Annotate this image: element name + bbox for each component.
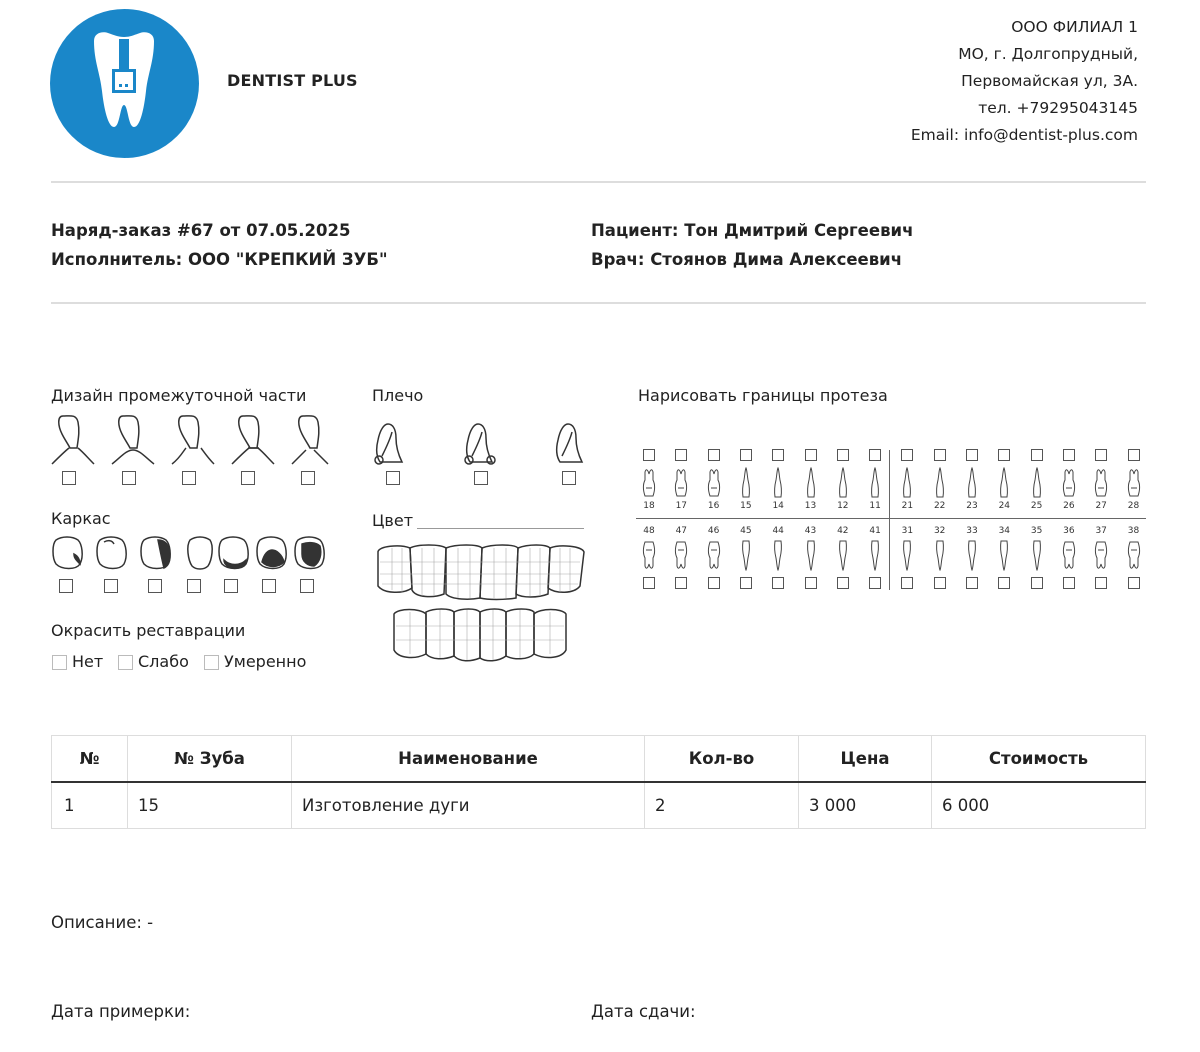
order-info [51,216,388,274]
tooth-logo-icon [50,9,199,158]
tooth-checkbox-11[interactable] [869,449,881,461]
tooth-number: 28 [1127,501,1140,511]
table-header-row [52,736,1146,782]
tooth-icon[interactable] [1094,538,1108,572]
tooth-icon[interactable] [965,538,979,572]
tooth-checkbox-31[interactable] [901,577,913,589]
chart-occlusal-line [636,518,1146,519]
pontic-icon [52,416,94,464]
tooth-number: 35 [1030,526,1043,536]
tooth-number: 17 [675,501,688,511]
cell-number: 1 [52,782,128,829]
col-number: № [52,736,128,782]
tooth-checkbox-13[interactable] [805,449,817,461]
tooth-number: 48 [643,526,655,536]
patient: Пациент: Тон Дмитрий Сергеевич [591,221,914,240]
tooth-icon[interactable] [739,538,753,572]
col-price: Цена [799,736,932,782]
tooth-icon[interactable] [804,466,818,500]
dental-chart [636,446,1146,596]
tooth-checkbox-42[interactable] [837,577,849,589]
logo [50,9,199,158]
tooth-icon[interactable] [933,538,947,572]
tooth-number: 38 [1127,526,1140,536]
tooth-icon[interactable] [900,466,914,500]
cell-cost: 6 000 [932,782,1146,829]
pontic-checkbox[interactable] [62,471,76,485]
cell-price: 3 000 [799,782,932,829]
tooth-icon[interactable] [674,538,688,572]
framework-checkbox[interactable] [262,579,276,593]
chart-midline [889,450,890,590]
tooth-number: 13 [804,501,817,511]
tooth-checkbox-15[interactable] [740,449,752,461]
tooth-number: 36 [1063,526,1075,536]
clinic-line: тел. +79295043145 [978,99,1138,117]
tooth-icon[interactable] [965,466,979,500]
tooth-checkbox-24[interactable] [998,449,1010,461]
tooth-checkbox-17[interactable] [675,449,687,461]
tooth-icon[interactable] [707,466,721,500]
tooth-icon[interactable] [997,466,1011,500]
tooth-icon[interactable] [997,538,1011,572]
table-row [52,782,1146,829]
tooth-checkbox-36[interactable] [1063,577,1075,589]
tooth-checkbox-23[interactable] [966,449,978,461]
tooth-number: 21 [901,501,914,511]
clinic-line: ООО ФИЛИАЛ 1 [1011,18,1138,36]
framework-icon [97,537,126,569]
tooth-icon[interactable] [836,466,850,500]
col-tooth: № Зуба [128,736,292,782]
tooth-checkbox-34[interactable] [998,577,1010,589]
pontic-icon [112,416,154,464]
framework-icon [257,537,286,569]
tooth-number: 34 [998,526,1011,536]
tooth-icon[interactable] [836,538,850,572]
tooth-icon[interactable] [1062,466,1076,500]
pontic-icon [172,416,214,464]
brand-name: DENTIST PLUS [227,71,358,90]
tooth-number: 16 [707,501,720,511]
framework-icons [50,536,330,572]
tooth-number: 45 [740,526,752,536]
fitting-date: Дата примерки: [51,1002,191,1021]
tooth-icon[interactable] [1094,466,1108,500]
color-input-line[interactable] [417,528,584,529]
tooth-checkbox-38[interactable] [1128,577,1140,589]
delivery-date: Дата сдачи: [591,1002,696,1021]
tooth-number: 11 [869,501,881,511]
pontic-icon [292,416,328,464]
tooth-number: 33 [966,526,978,536]
framework-icon [219,537,248,569]
stain-moderate-label: Умеренно [224,652,307,671]
items-table [51,735,1146,829]
tooth-icon[interactable] [1127,466,1141,500]
framework-icon [53,537,82,569]
tooth-icon[interactable] [900,538,914,572]
framework-icon [141,537,170,569]
tooth-number: 26 [1063,501,1075,511]
tooth-icon[interactable] [642,466,656,500]
tooth-checkbox-12[interactable] [837,449,849,461]
tooth-number: 47 [675,526,688,536]
tooth-icon[interactable] [1062,538,1076,572]
framework-checkbox[interactable] [300,579,314,593]
framework-checkbox[interactable] [104,579,118,593]
tooth-checkbox-22[interactable] [934,449,946,461]
cell-name: Изготовление дуги [292,782,645,829]
framework-title: Каркас [51,509,111,528]
col-cost: Стоимость [932,736,1146,782]
tooth-icon[interactable] [739,466,753,500]
tooth-number: 27 [1095,501,1107,511]
shoulder-icon [375,424,402,464]
tooth-checkbox-44[interactable] [772,577,784,589]
shoulder-checkbox[interactable] [562,471,576,485]
shoulder-checkbox[interactable] [386,471,400,485]
tooth-checkbox-45[interactable] [740,577,752,589]
stain-none-checkbox[interactable] [52,655,67,670]
shoulder-checkbox[interactable] [474,471,488,485]
tooth-checkbox-37[interactable] [1095,577,1107,589]
stain-light-label: Слабо [138,652,189,671]
tooth-checkbox-35[interactable] [1031,577,1043,589]
tooth-icon[interactable] [771,466,785,500]
cell-tooth: 15 [128,782,292,829]
pontic-checkbox[interactable] [122,471,136,485]
framework-checkbox[interactable] [187,579,201,593]
stain-light-checkbox[interactable] [118,655,133,670]
tooth-number: 24 [998,501,1011,511]
clinic-line: МО, г. Долгопрудный, [958,45,1138,63]
framework-icon [188,537,212,569]
tooth-number: 15 [740,501,752,511]
tooth-number: 43 [804,526,817,536]
tooth-icon[interactable] [674,466,688,500]
tooth-checkbox-26[interactable] [1063,449,1075,461]
tooth-icon[interactable] [642,538,656,572]
tooth-number: 22 [933,501,946,511]
tooth-number: 37 [1095,526,1107,536]
tooth-checkbox-47[interactable] [675,577,687,589]
tooth-checkbox-16[interactable] [708,449,720,461]
tooth-checkbox-21[interactable] [901,449,913,461]
tooth-checkbox-28[interactable] [1128,449,1140,461]
shoulder-icon [465,424,495,464]
tooth-checkbox-25[interactable] [1031,449,1043,461]
tooth-number: 31 [901,526,914,536]
tooth-checkbox-41[interactable] [869,577,881,589]
lower-teeth-icon [394,609,566,661]
clinic-address [911,14,1138,149]
teeth-shade-illustration [374,542,588,664]
stain-none-label: Нет [72,652,104,671]
patient-info [591,216,913,274]
divider [51,302,1146,304]
tooth-icon[interactable] [707,538,721,572]
tooth-number: 12 [837,501,849,511]
framework-checkbox[interactable] [148,579,162,593]
tooth-number: 18 [643,501,655,511]
tooth-number: 32 [933,526,946,536]
tooth-number: 46 [707,526,720,536]
tooth-checkbox-48[interactable] [643,577,655,589]
col-name: Наименование [292,736,645,782]
tooth-checkbox-18[interactable] [643,449,655,461]
order-number: Наряд-заказ #67 от 07.05.2025 [51,221,351,240]
tooth-icon[interactable] [804,538,818,572]
tooth-icon[interactable] [868,466,882,500]
tooth-checkbox-46[interactable] [708,577,720,589]
pontic-design-icons [50,412,330,470]
tooth-number: 42 [837,526,849,536]
cell-quantity: 2 [645,782,799,829]
color-label: Цвет [372,511,414,530]
doctor: Врач: Стоянов Дима Алексеевич [591,250,903,269]
pontic-checkbox[interactable] [301,471,315,485]
tooth-icon[interactable] [771,538,785,572]
tooth-number: 44 [772,526,784,536]
executor: Исполнитель: ООО "КРЕПКИЙ ЗУБ" [51,250,388,269]
tooth-icon[interactable] [868,538,882,572]
framework-icon [295,537,324,569]
tooth-checkbox-32[interactable] [934,577,946,589]
shoulder-icons [368,418,593,470]
col-quantity: Кол-во [645,736,799,782]
tooth-checkbox-14[interactable] [772,449,784,461]
framework-checkbox[interactable] [59,579,73,593]
clinic-line: Первомайская ул, 3А. [961,72,1138,90]
divider [51,181,1146,183]
tooth-icon[interactable] [1127,538,1141,572]
tooth-icon[interactable] [1030,466,1044,500]
stain-title: Окрасить реставрации [51,621,246,640]
pontic-checkbox[interactable] [182,471,196,485]
pontic-checkbox[interactable] [241,471,255,485]
framework-checkbox[interactable] [224,579,238,593]
tooth-checkbox-33[interactable] [966,577,978,589]
pontic-design-title: Дизайн промежуточной части [51,386,307,405]
tooth-checkbox-43[interactable] [805,577,817,589]
shoulder-title: Плечо [372,386,424,405]
shoulder-icon [557,424,582,462]
tooth-number: 14 [772,501,784,511]
tooth-number: 41 [869,526,881,536]
description: Описание: - [51,913,154,932]
tooth-number: 25 [1030,501,1043,511]
stain-moderate-checkbox[interactable] [204,655,219,670]
clinic-line: Email: info@dentist-plus.com [910,126,1138,144]
upper-teeth-icon [378,545,584,600]
tooth-icon[interactable] [1030,538,1044,572]
prosthesis-borders-title: Нарисовать границы протеза [638,386,888,405]
tooth-icon[interactable] [933,466,947,500]
tooth-checkbox-27[interactable] [1095,449,1107,461]
tooth-number: 23 [966,501,978,511]
pontic-icon [232,416,274,464]
